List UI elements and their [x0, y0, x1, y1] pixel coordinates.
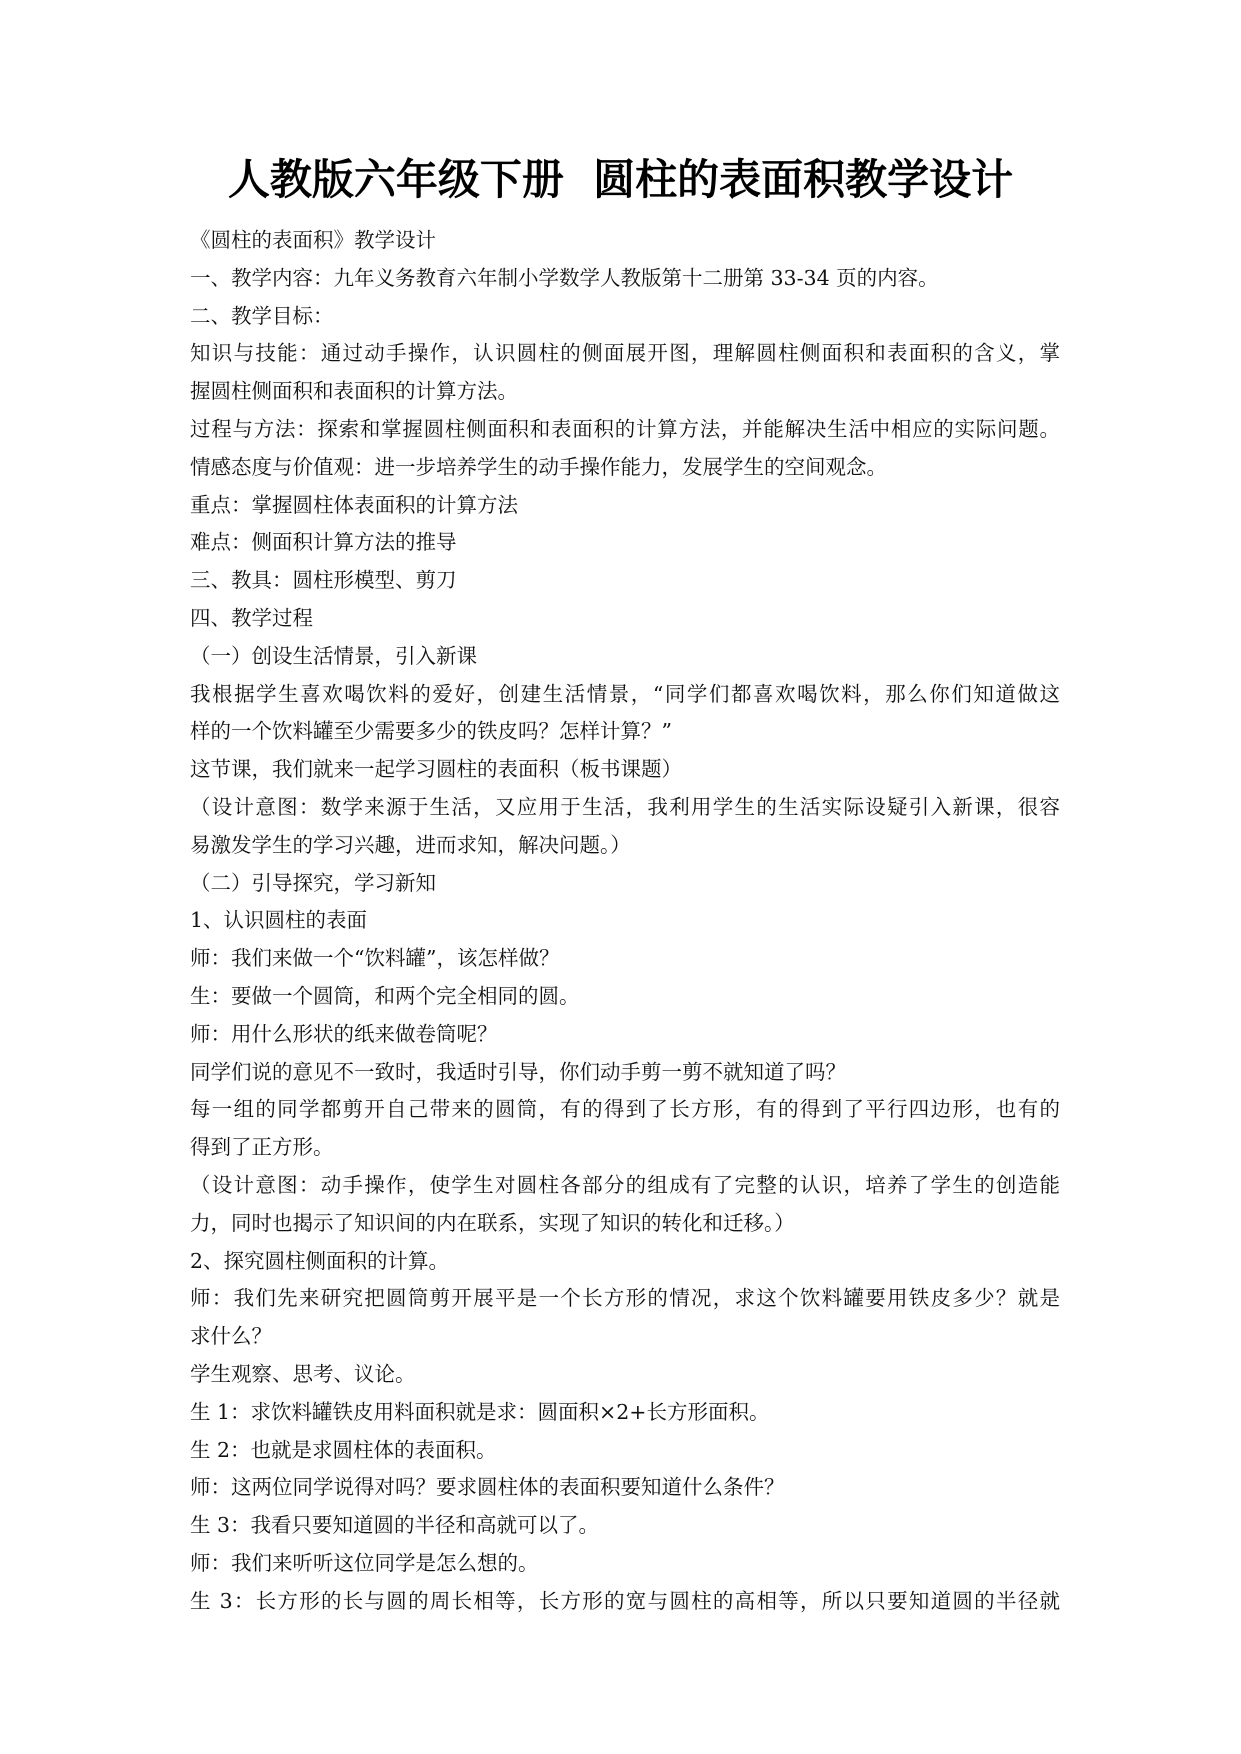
text-line: 师：用什么形状的纸来做卷筒呢？	[190, 1021, 498, 1046]
text-line: 生 3：长方形的长与圆的周长相等，长方形的宽与圆柱的高相等，所以只要知道圆的半径就	[190, 1588, 1060, 1613]
text-line: 情感态度与价值观：进一步培养学生的动手操作能力，发展学生的空间观念。	[190, 454, 887, 479]
text-line: 师：我们先来研究把圆筒剪开展平是一个长方形的情况，求这个饮料罐要用铁皮多少？就是	[190, 1286, 1060, 1311]
text-line: 学生观察、思考、议论。	[190, 1361, 416, 1386]
text-line: 四、教学过程	[190, 605, 313, 630]
text-line: （一）创设生活情景，引入新课	[190, 643, 477, 668]
text-line: 师：我们来做一个“饮料罐”，该怎样做？	[190, 946, 560, 971]
text-line: 生 2：也就是求圆柱体的表面积。	[190, 1437, 497, 1462]
text-line: 1、认识圆柱的表面	[190, 908, 368, 933]
text-line: 力，同时也揭示了知识间的内在联系，实现了知识的转化和迁移。）	[190, 1210, 795, 1235]
document-body	[190, 222, 1060, 1620]
text-line: 知识与技能：通过动手操作，认识圆柱的侧面展开图，理解圆柱侧面积和表面积的含义，掌	[190, 341, 1060, 366]
text-line: 样的一个饮料罐至少需要多少的铁皮吗？怎样计算？”	[190, 719, 672, 744]
text-line: 同学们说的意见不一致时，我适时引导，你们动手剪一剪不就知道了吗？	[190, 1059, 846, 1084]
text-line: 得到了正方形。	[190, 1135, 334, 1160]
text-line: 2、探究圆柱侧面积的计算。	[190, 1248, 450, 1273]
text-line: 易激发学生的学习兴趣，进而求知，解决问题。）	[190, 832, 631, 857]
text-line: 生 1：求饮料罐铁皮用料面积就是求：圆面积×2+长方形面积。	[190, 1399, 770, 1424]
text-line: 师：这两位同学说得对吗？要求圆柱体的表面积要知道什么条件？	[190, 1475, 785, 1500]
text-line: 《圆柱的表面积》教学设计	[190, 228, 436, 252]
text-line: 这节课，我们就来一起学习圆柱的表面积（板书课题）	[190, 757, 682, 782]
text-line: 难点：侧面积计算方法的推导	[190, 530, 457, 555]
document-title: 人教版六年级下册 圆柱的表面积教学设计	[227, 155, 1014, 204]
text-line: （设计意图：动手操作，使学生对圆柱各部分的组成有了完整的认识，培养了学生的创造能	[190, 1172, 1060, 1197]
text-line: （设计意图：数学来源于生活，又应用于生活，我利用学生的生活实际设疑引入新课，很容	[190, 794, 1060, 819]
text-line: 二、教学目标：	[190, 303, 334, 328]
text-line: 重点：掌握圆柱体表面积的计算方法	[190, 492, 518, 517]
text-line: 生：要做一个圆筒，和两个完全相同的圆。	[190, 983, 580, 1008]
text-line: （二）引导探究，学习新知	[190, 870, 436, 895]
text-line: 握圆柱侧面积和表面积的计算方法。	[190, 379, 518, 404]
text-line: 三、教具：圆柱形模型、剪刀	[190, 568, 457, 593]
text-line: 一、教学内容：九年义务教育六年制小学数学人教版第十二册第 33-34 页的内容。	[190, 265, 939, 290]
text-line: 每一组的同学都剪开自己带来的圆筒，有的得到了长方形，有的得到了平行四边形，也有的	[190, 1097, 1060, 1122]
text-line: 我根据学生喜欢喝饮料的爱好，创建生活情景，“同学们都喜欢喝饮料，那么你们知道做这	[190, 681, 1060, 706]
text-line: 生 3：我看只要知道圆的半径和高就可以了。	[190, 1513, 600, 1538]
text-line: 师：我们来听听这位同学是怎么想的。	[190, 1550, 539, 1575]
text-line: 求什么？	[190, 1324, 272, 1349]
text-line: 过程与方法：探索和掌握圆柱侧面积和表面积的计算方法，并能解决生活中相应的实际问题。	[190, 416, 1060, 441]
